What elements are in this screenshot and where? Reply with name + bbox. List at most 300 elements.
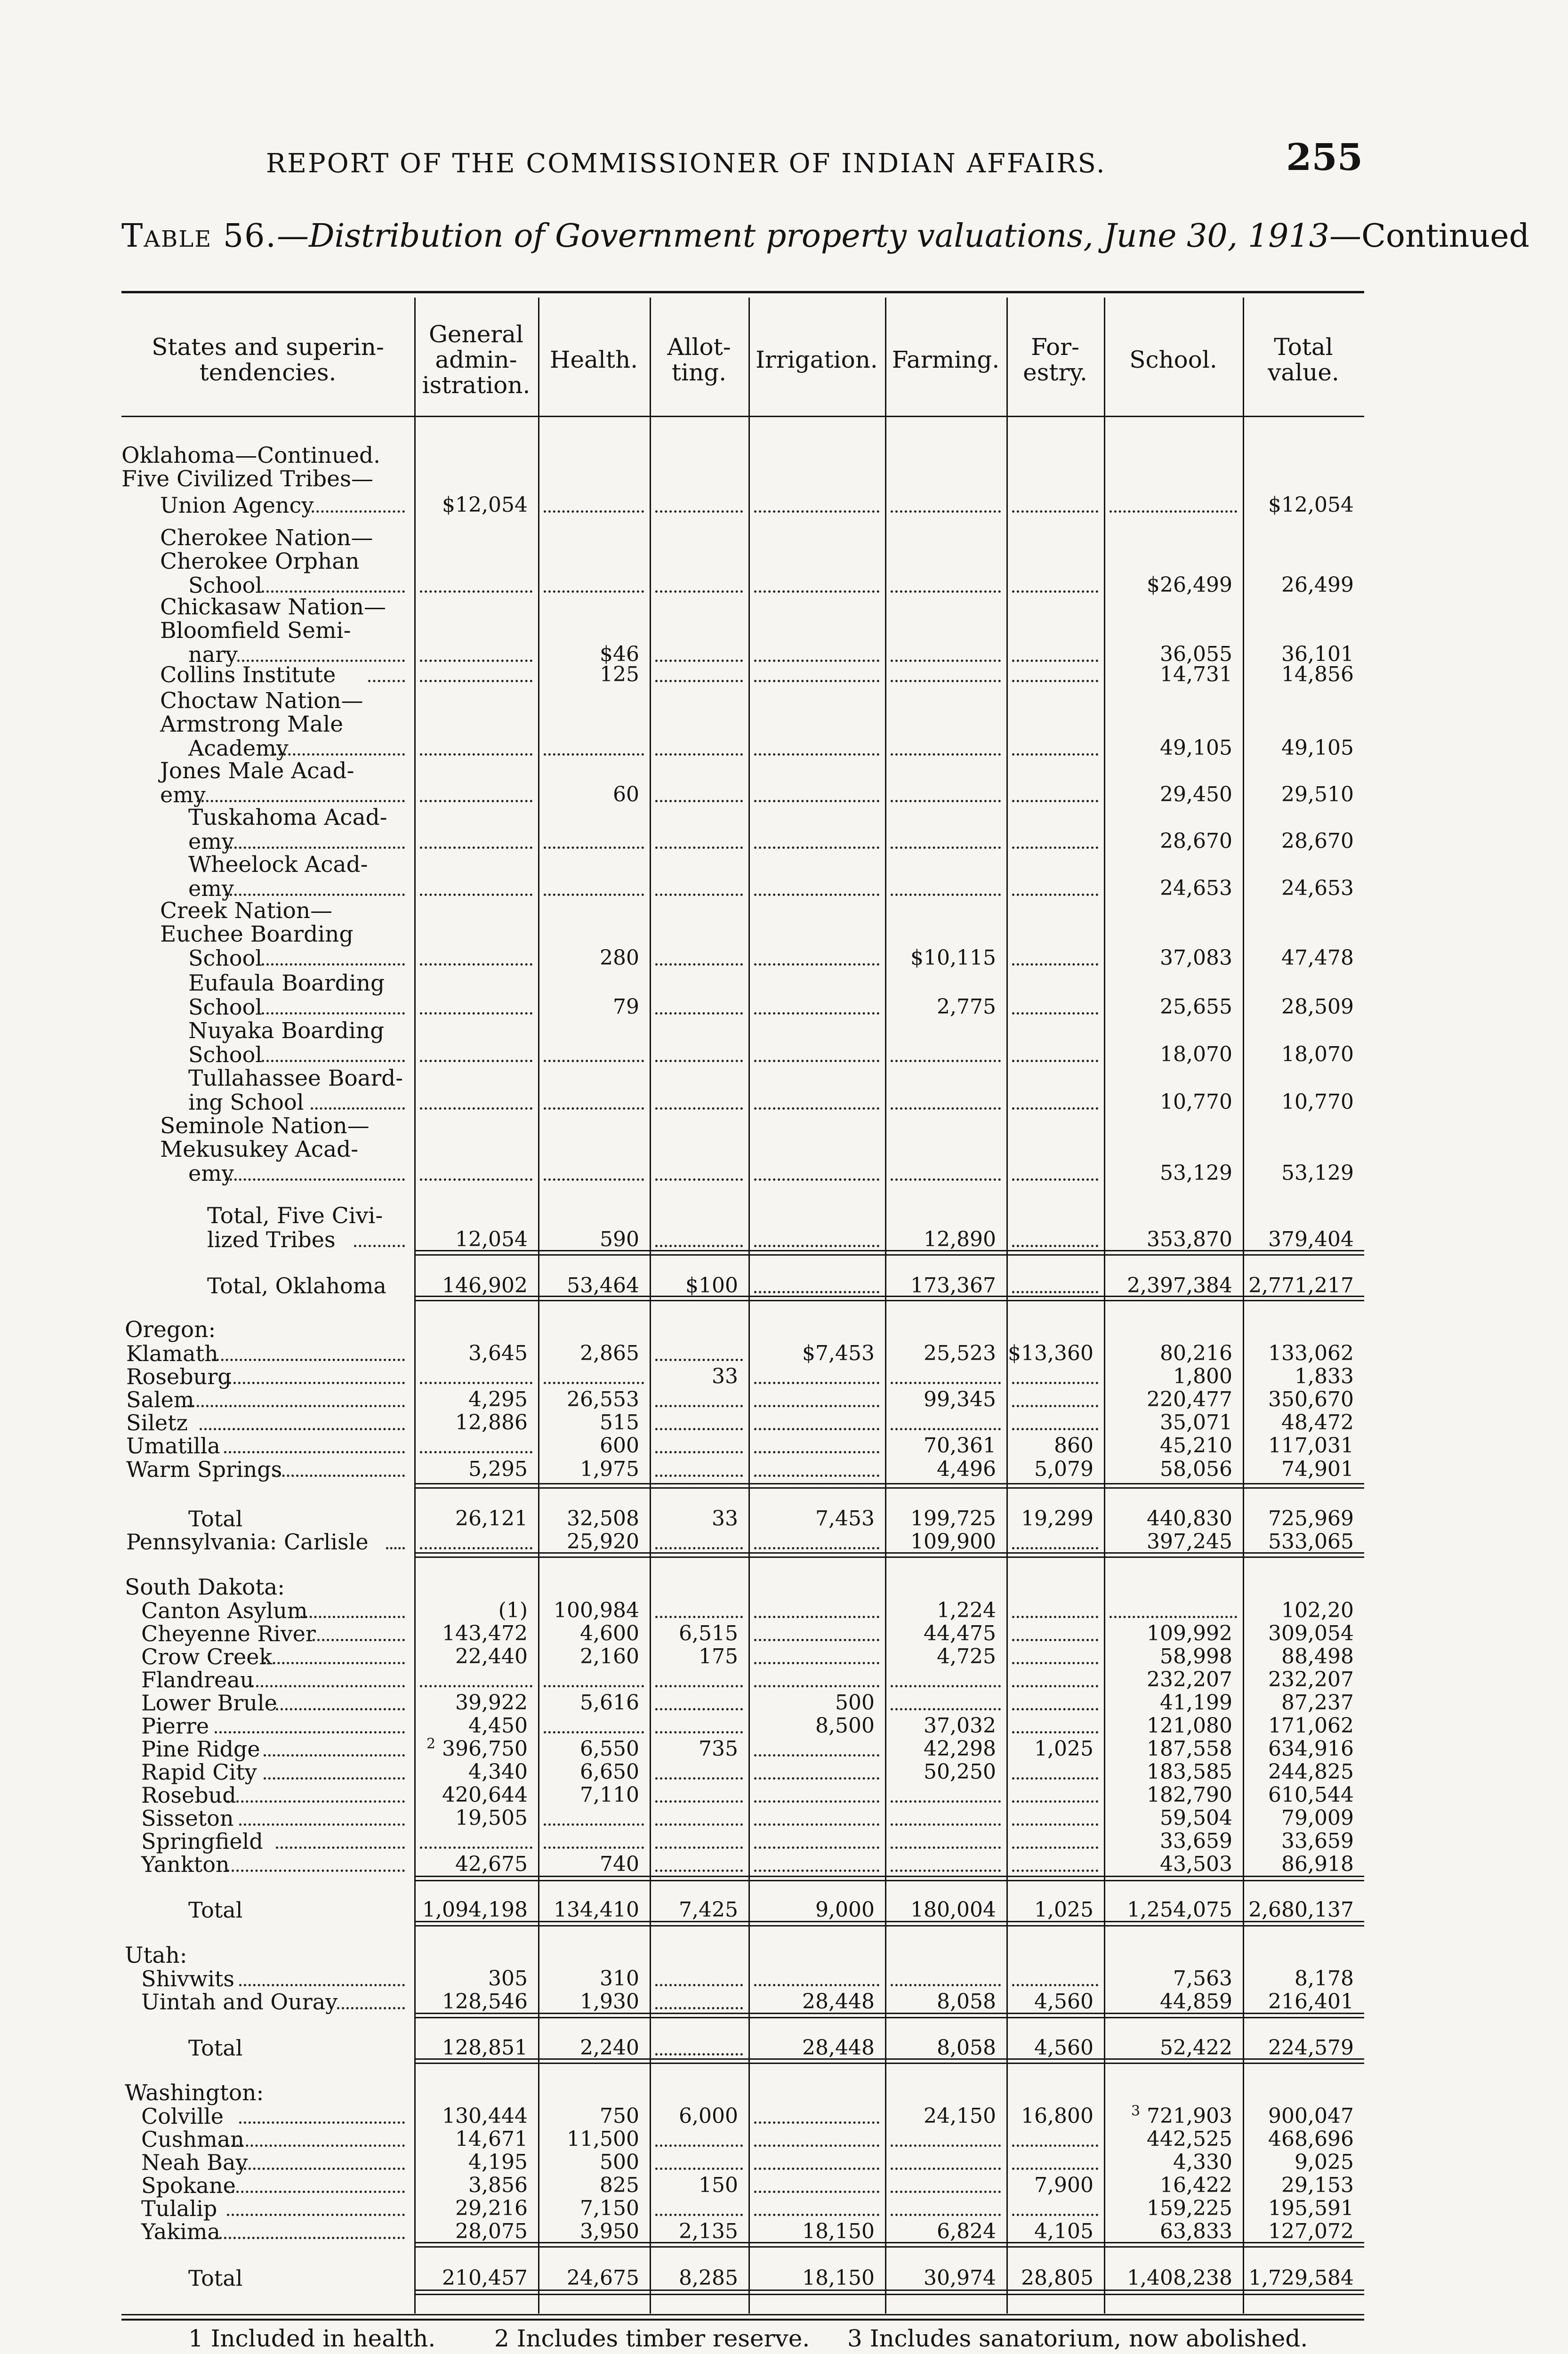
row-stub: Total — [188, 2265, 243, 2291]
table-cell: 28,670 — [1160, 829, 1232, 853]
table-cell: 12,886 — [455, 1411, 528, 1435]
table-cell: 133,062 — [1268, 1341, 1354, 1365]
row-stub: Tulalip — [141, 2196, 217, 2221]
table-cell: 6,515 — [679, 1621, 738, 1645]
stub-leader — [227, 2214, 405, 2216]
table-cell: $12,054 — [442, 493, 528, 517]
empty-cell-leader — [754, 1846, 879, 1849]
empty-cell-leader — [1012, 894, 1098, 896]
empty-cell-leader — [655, 1823, 743, 1826]
row-stub: ing School — [188, 1089, 304, 1115]
empty-cell-leader — [1012, 1823, 1098, 1826]
table-cell: 353,870 — [1147, 1227, 1232, 1251]
empty-cell-leader — [1012, 753, 1098, 756]
stub-leader — [215, 2237, 405, 2239]
table-cell: 26,553 — [567, 1387, 639, 1411]
stub-leader — [239, 1984, 405, 1986]
empty-cell-leader — [754, 1012, 879, 1015]
table-cell: 63,833 — [1160, 2219, 1232, 2243]
table-cell: 5,616 — [580, 1691, 639, 1715]
empty-cell-leader — [655, 753, 743, 756]
empty-cell-leader — [754, 1984, 879, 1986]
total-separator-rule — [414, 1556, 1364, 1558]
stub-leader — [251, 1685, 405, 1687]
empty-cell-leader — [655, 1060, 743, 1062]
empty-cell-leader — [544, 1731, 644, 1733]
table-cell: 1,930 — [580, 1990, 639, 2014]
table-cell: 37,032 — [924, 1714, 996, 1738]
row-stub: nary — [188, 642, 238, 667]
table-cell: 49,105 — [1160, 736, 1232, 760]
empty-cell-leader — [1012, 963, 1098, 966]
empty-cell-leader — [1012, 590, 1098, 593]
empty-cell-leader — [655, 2168, 743, 2170]
empty-cell-leader — [655, 1359, 743, 1361]
table-cell: 171,062 — [1268, 1714, 1354, 1738]
table-cell: 309,054 — [1268, 1621, 1354, 1645]
empty-cell-leader — [1012, 680, 1098, 682]
empty-cell-leader — [655, 1178, 743, 1181]
row-stub-prefix: Creek Nation— Euchee Boarding — [160, 898, 354, 947]
empty-cell-leader — [655, 1870, 743, 1872]
table-cell: 6,650 — [580, 1760, 639, 1784]
empty-cell-leader — [420, 1060, 532, 1062]
table-cell: 187,558 — [1147, 1737, 1232, 1761]
table-bottom-rule-1 — [121, 2314, 1364, 2315]
empty-cell-leader — [754, 1777, 879, 1780]
row-stub: emy — [188, 1161, 234, 1186]
empty-cell-leader — [544, 846, 644, 849]
table-cell: 310 — [600, 1967, 639, 1991]
empty-cell-leader — [891, 1428, 1001, 1430]
empty-cell-leader — [891, 2191, 1001, 2193]
row-stub-prefix: Eufaula Boarding — [188, 970, 385, 996]
empty-cell-leader — [655, 2144, 743, 2147]
table-cell: 159,225 — [1147, 2196, 1232, 2220]
table-cell: 25,523 — [924, 1341, 996, 1365]
table-cell: 28,448 — [802, 1990, 875, 2014]
empty-cell-leader — [1012, 2214, 1098, 2216]
empty-cell-leader — [891, 1823, 1001, 1826]
table-cell: 4,725 — [937, 1645, 996, 1669]
empty-cell-leader — [1012, 1245, 1098, 1247]
stub-leader — [227, 1800, 405, 1803]
footnote-1: 1 Included in health. — [188, 2325, 436, 2352]
header-forestry: For- estry. — [1023, 333, 1087, 386]
table-cell: 134,410 — [554, 1898, 639, 1922]
table-cell: 1,729,584 — [1248, 2266, 1354, 2290]
table-cell: 29,510 — [1281, 782, 1354, 806]
row-stub: Cushman — [141, 2127, 244, 2152]
table-cell: 8,285 — [679, 2266, 738, 2290]
table-cell: 10,770 — [1281, 1090, 1354, 1114]
table-cell: 4,295 — [468, 1387, 528, 1411]
empty-cell-leader — [544, 1846, 644, 1849]
empty-cell-leader — [891, 753, 1001, 756]
empty-cell-leader — [891, 894, 1001, 896]
empty-cell-leader — [655, 1547, 743, 1549]
table-cell: 121,080 — [1147, 1714, 1232, 1738]
empty-cell-leader — [754, 1870, 879, 1872]
row-stub: Academy — [188, 735, 289, 761]
empty-cell-leader — [754, 2121, 879, 2124]
table-cell: 74,901 — [1281, 1457, 1354, 1481]
table-cell: 232,207 — [1268, 1668, 1354, 1692]
row-stub: Union Agency — [160, 492, 314, 518]
total-separator-rule — [414, 1483, 1364, 1484]
table-cell: 7,425 — [679, 1898, 738, 1922]
empty-cell-leader — [544, 894, 644, 896]
empty-cell-leader — [420, 1547, 532, 1549]
table-cell: 22,440 — [455, 1645, 528, 1669]
empty-cell-leader — [891, 1870, 1001, 1872]
row-stub: School — [188, 1042, 263, 1067]
empty-cell-leader — [891, 1800, 1001, 1803]
table-cell: 232,207 — [1147, 1668, 1232, 1692]
table-cell: 99,345 — [924, 1387, 996, 1411]
table-cell: 7,150 — [580, 2196, 639, 2220]
row-stub: Cheyenne River — [141, 1621, 316, 1646]
table-cell: 397,245 — [1147, 1530, 1232, 1554]
header-allotting: Allot- ting. — [667, 333, 731, 386]
row-stub: School — [188, 994, 263, 1020]
stub-leader — [225, 894, 405, 896]
empty-cell-leader — [1012, 1800, 1098, 1803]
empty-cell-leader — [655, 680, 743, 682]
row-stub: Spokane — [141, 2173, 236, 2198]
header-bottom-rule — [121, 416, 1364, 417]
row-stub-prefix: Chickasaw Nation— Bloomfield Semi- — [160, 594, 386, 644]
stub-leader — [262, 963, 405, 966]
row-stub: Rosebud — [141, 1782, 236, 1808]
stub-leader — [354, 1245, 405, 1247]
table-cell: 18,150 — [802, 2266, 875, 2290]
row-stub: Total — [188, 1897, 243, 1923]
header-farming: Farming. — [892, 346, 1000, 373]
empty-cell-leader — [544, 1060, 644, 1062]
stub-leader — [300, 1616, 405, 1618]
empty-cell-leader — [655, 590, 743, 593]
row-stub: Yakima — [141, 2219, 220, 2244]
empty-cell-leader — [1012, 1547, 1098, 1549]
table-cell: 18,150 — [802, 2219, 875, 2243]
empty-cell-leader — [754, 753, 879, 756]
table-cell: 43,503 — [1160, 1852, 1232, 1876]
table-cell: 6,824 — [937, 2219, 996, 2243]
empty-cell-leader — [1012, 1708, 1098, 1710]
stub-leader — [212, 1359, 405, 1361]
empty-cell-leader — [1012, 1846, 1098, 1849]
stub-leader — [224, 1451, 405, 1453]
row-stub: Pine Ridge — [141, 1736, 260, 1762]
table-cell: 47,478 — [1281, 946, 1354, 970]
row-stub: School — [188, 572, 263, 598]
row-stub: Warm Springs — [126, 1457, 282, 1482]
row-stub: Pierre — [141, 1713, 209, 1739]
table-cell: $46 — [600, 642, 639, 666]
empty-cell-leader — [544, 590, 644, 593]
table-cell: 53,464 — [567, 1274, 639, 1298]
stub-leader — [273, 1475, 405, 1477]
table-cell: 825 — [600, 2173, 639, 2197]
empty-cell-leader — [754, 1107, 879, 1110]
empty-cell-leader — [891, 660, 1001, 662]
empty-cell-leader — [655, 1428, 743, 1430]
section-label-oklahoma: Oklahoma—Continued. Five Civilized Tribes— — [121, 443, 381, 492]
stub-leader — [313, 1639, 405, 1641]
table-cell: 80,216 — [1160, 1341, 1232, 1365]
empty-cell-leader — [655, 2007, 743, 2009]
table-cell: 100,984 — [554, 1598, 639, 1622]
table-cell: 533,065 — [1268, 1530, 1354, 1554]
row-stub-prefix: Cherokee Nation— Cherokee Orphan — [160, 525, 373, 574]
total-separator-rule — [414, 2063, 1364, 2064]
empty-cell-leader — [891, 2214, 1001, 2216]
column-separator — [650, 298, 651, 2314]
table-cell: 468,696 — [1268, 2127, 1354, 2151]
empty-cell-leader — [754, 1800, 879, 1803]
table-cell: 28,448 — [802, 2036, 875, 2060]
table-cell: 79 — [613, 995, 639, 1019]
row-stub-prefix: Wheelock Acad- — [188, 852, 368, 878]
row-stub: lized Tribes — [207, 1227, 336, 1252]
row-stub: Total — [188, 2035, 243, 2061]
header-total-value: Total value. — [1268, 333, 1339, 386]
empty-cell-leader — [754, 2214, 879, 2216]
section-label: Oregon: — [125, 1317, 216, 1343]
table-cell: 1,975 — [580, 1457, 639, 1481]
row-stub: Yankton — [141, 1852, 230, 1877]
row-stub: Lower Brule — [141, 1690, 277, 1716]
row-stub-prefix: Choctaw Nation— Armstrong Male — [160, 688, 363, 737]
row-stub: Roseburg — [126, 1364, 232, 1389]
table-cell: 1,025 — [1034, 1898, 1094, 1922]
table-cell: 29,153 — [1281, 2173, 1354, 2197]
empty-cell-leader — [655, 1777, 743, 1780]
table-cell: $10,115 — [910, 946, 996, 970]
table-cell: 44,475 — [924, 1621, 996, 1645]
empty-cell-leader — [1012, 1107, 1098, 1110]
total-separator-rule — [414, 2294, 1364, 2295]
row-stub: emy — [160, 782, 206, 807]
table-cell: 24,653 — [1281, 876, 1354, 900]
empty-cell-leader — [420, 590, 532, 593]
table-cell: 224,579 — [1268, 2036, 1354, 2060]
table-cell: 29,216 — [455, 2196, 528, 2220]
table-cell: 36,101 — [1281, 642, 1354, 666]
table-cell: 25,920 — [567, 1530, 639, 1554]
table-cell: 420,644 — [442, 1783, 528, 1807]
table-cell: 28,670 — [1281, 829, 1354, 853]
empty-cell-leader — [891, 1107, 1001, 1110]
table-cell: 33,659 — [1160, 1829, 1232, 1853]
empty-cell-leader — [655, 846, 743, 849]
empty-cell-leader — [891, 846, 1001, 849]
total-separator-rule — [414, 1925, 1364, 1927]
stub-leader — [225, 846, 405, 849]
stub-leader — [276, 1846, 405, 1849]
empty-cell-leader — [754, 1639, 879, 1641]
empty-cell-leader — [655, 1475, 743, 1477]
row-stub: Crow Creek — [141, 1644, 273, 1669]
empty-cell-leader — [655, 2214, 743, 2216]
table-cell: 36,055 — [1160, 642, 1232, 666]
stub-leader — [197, 800, 405, 802]
table-cell: 49,105 — [1281, 736, 1354, 760]
empty-cell-leader — [754, 510, 879, 513]
table-cell: 52,422 — [1160, 2036, 1232, 2060]
empty-cell-leader — [891, 590, 1001, 593]
table-cell: 58,998 — [1160, 1645, 1232, 1669]
table-cell: 50,250 — [924, 1760, 996, 1784]
empty-cell-leader — [655, 800, 743, 802]
empty-cell-leader — [544, 1178, 644, 1181]
table-cell: 2,865 — [580, 1341, 639, 1365]
stub-leader — [239, 2121, 405, 2124]
table-cell: 86,918 — [1281, 1852, 1354, 1876]
empty-cell-leader — [420, 1685, 532, 1687]
empty-cell-leader — [891, 510, 1001, 513]
footnote-3: 3 Includes sanatorium, now abolished. — [847, 2325, 1308, 2352]
empty-cell-leader — [754, 1405, 879, 1407]
table-cell: 150 — [699, 2173, 738, 2197]
footnotes — [188, 2325, 1365, 2353]
table-cell: $^2$ 396,750 — [426, 1735, 528, 1761]
section-label: Utah: — [125, 1943, 187, 1968]
empty-cell-leader — [655, 1107, 743, 1110]
table-cell: 53,129 — [1281, 1161, 1354, 1185]
table-cell: 1,224 — [937, 1598, 996, 1622]
row-stub: Sisseton — [141, 1806, 234, 1831]
table-cell: 70,361 — [924, 1434, 996, 1458]
table-cell: 900,047 — [1268, 2104, 1354, 2128]
table-cell: 19,505 — [455, 1806, 528, 1830]
table-cell: 37,083 — [1160, 946, 1232, 970]
table-cell: 42,675 — [455, 1852, 528, 1876]
table-cell: 26,121 — [455, 1507, 528, 1531]
empty-cell-leader — [420, 753, 532, 756]
total-separator-rule — [414, 1880, 1364, 1881]
table-cell: 1,833 — [1295, 1364, 1354, 1388]
row-stub-prefix: Total, Five Civi- — [207, 1203, 383, 1229]
footnote-2: 2 Includes timber reserve. — [494, 2325, 810, 2352]
empty-cell-leader — [655, 1616, 743, 1618]
stub-leader — [264, 1754, 405, 1757]
table-cell: 2,775 — [937, 995, 996, 1019]
header-school: School. — [1129, 346, 1217, 373]
table-cell: 33 — [712, 1364, 738, 1388]
row-stub-prefix: Jones Male Acad- — [160, 758, 354, 784]
empty-cell-leader — [1012, 1616, 1098, 1618]
empty-cell-leader — [1012, 1382, 1098, 1384]
empty-cell-leader — [420, 894, 532, 896]
table-cell: 42,298 — [924, 1737, 996, 1761]
empty-cell-leader — [420, 963, 532, 966]
table-cell: 860 — [1054, 1434, 1094, 1458]
stub-leader — [187, 1405, 405, 1407]
row-stub-prefix: Tuskahoma Acad- — [188, 805, 387, 830]
table-cell: 5,079 — [1034, 1457, 1094, 1481]
empty-cell-leader — [655, 2053, 743, 2056]
table-cell: 88,498 — [1281, 1645, 1354, 1669]
table-cell: 7,453 — [815, 1507, 875, 1531]
table-cell: 220,477 — [1147, 1387, 1232, 1411]
header-irrigation: Irrigation. — [756, 346, 878, 373]
caption-table-number: Table 56. — [121, 218, 277, 255]
table-cell: $7,453 — [802, 1341, 875, 1365]
empty-cell-leader — [655, 963, 743, 966]
empty-cell-leader — [754, 1475, 879, 1477]
table-cell: 634,916 — [1268, 1737, 1354, 1761]
table-cell: 216,401 — [1268, 1990, 1354, 2014]
row-stub: Neah Bay — [141, 2150, 248, 2175]
table-cell: 2,240 — [580, 2036, 639, 2060]
table-cell: 26,499 — [1281, 573, 1354, 597]
table-cell: 2,680,137 — [1248, 1898, 1354, 1922]
table-cell: $^3$ 721,903 — [1131, 2103, 1232, 2128]
table-cell: 8,058 — [937, 1990, 996, 2014]
table-cell: 3,856 — [468, 2173, 528, 2197]
stub-leader — [227, 2144, 405, 2147]
empty-cell-leader — [1012, 1984, 1098, 1986]
empty-cell-leader — [754, 2144, 879, 2147]
empty-cell-leader — [420, 846, 532, 849]
empty-cell-leader — [1012, 1060, 1098, 1062]
header-general-administration: General admin- istration. — [422, 321, 531, 399]
empty-cell-leader — [1012, 1428, 1098, 1430]
row-stub: Siletz — [126, 1410, 188, 1435]
stub-leader — [239, 1823, 405, 1826]
table-cell: 33,659 — [1281, 1829, 1354, 1853]
table-cell: 8,500 — [815, 1714, 875, 1738]
empty-cell-leader — [754, 1662, 879, 1664]
empty-cell-leader — [1012, 660, 1098, 662]
empty-cell-leader — [891, 2168, 1001, 2170]
row-stub: Salem — [126, 1387, 194, 1412]
table-cell: 195,591 — [1268, 2196, 1354, 2220]
stub-leader — [224, 1382, 405, 1384]
empty-cell-leader — [420, 1451, 532, 1453]
row-stub-prefix: Tullahassee Board- — [188, 1065, 403, 1091]
stub-leader — [386, 1547, 405, 1549]
table-cell: 600 — [600, 1434, 639, 1458]
empty-cell-leader — [754, 1382, 879, 1384]
empty-cell-leader — [655, 510, 743, 513]
empty-cell-leader — [655, 660, 743, 662]
empty-cell-leader — [754, 963, 879, 966]
table-cell: 39,922 — [455, 1691, 528, 1715]
table-cell: 350,670 — [1268, 1387, 1354, 1411]
table-cell: 610,544 — [1268, 1783, 1354, 1807]
stub-leader — [262, 1060, 405, 1062]
empty-cell-leader — [544, 1107, 644, 1110]
table-cell: 29,450 — [1160, 782, 1232, 806]
table-cell: 127,072 — [1268, 2219, 1354, 2243]
row-stub: Canton Asylum — [141, 1598, 308, 1623]
empty-cell-leader — [655, 1685, 743, 1687]
table-cell: 4,450 — [468, 1714, 528, 1738]
table-cell: 45,210 — [1160, 1434, 1232, 1458]
empty-cell-leader — [655, 1800, 743, 1803]
table-cell: 87,237 — [1281, 1691, 1354, 1715]
empty-cell-leader — [754, 2191, 879, 2193]
empty-cell-leader — [655, 1731, 743, 1733]
stub-leader — [337, 2007, 405, 2009]
empty-cell-leader — [754, 1428, 879, 1430]
empty-cell-leader — [754, 1823, 879, 1826]
empty-cell-leader — [655, 1245, 743, 1247]
empty-cell-leader — [1012, 1662, 1098, 1664]
